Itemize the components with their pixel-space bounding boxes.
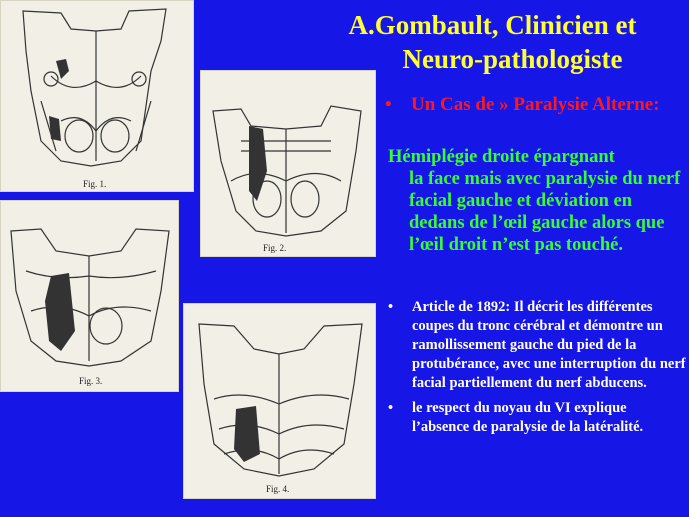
clinical-description-rest: la face mais avec paralysie du nerf facial gauche et déviation en dedans de l’œil gauche alors que l’œil droit n’est pas touché. [409,169,681,255]
title-line-2: Neuro-pathologiste [402,44,623,74]
figure-2-caption: Fig. 2. [263,243,287,253]
finding-text-2: le respect du noyau du VI explique l’absence de paralysie de la latéralité. [412,400,644,435]
figure-1-caption: Fig. 1. [83,179,107,189]
figure-1-brainstem-section [0,0,194,192]
figure-4-brainstem-section [183,303,376,499]
findings-list [387,298,687,443]
figure-2-drawing [201,71,375,256]
figure-2-brainstem-section [200,70,376,257]
finding-bullet-marker: • [388,400,394,416]
finding-item-1 [387,298,687,393]
finding-item-2 [387,399,687,437]
title-line-1: A.Gombault, Clinicien et [348,10,637,40]
finding-text-1: Article de 1892: Il décrit les différentes coupes du tronc cérébral et démontre un ramollissement gauche du pied de la protubérance, avec une interruption du nerf facial partiellement du nerf abducens. [412,299,686,391]
figure-1-drawing [1,1,193,191]
figure-3-drawing [1,201,178,391]
case-heading-text: Un Cas de » Paralysie Alterne: [411,94,660,115]
figure-4-drawing [184,304,375,498]
slide-title [300,8,685,76]
figure-3-caption: Fig. 3. [79,376,103,386]
red-bullet-marker: • [385,94,392,115]
clinical-description [388,146,686,256]
finding-bullet-marker: • [388,299,394,315]
clinical-description-first-line: Hémiplégie droite épargnant [388,147,615,167]
figure-4-caption: Fig. 4. [266,484,290,494]
figure-3-brainstem-section [0,200,179,392]
case-heading [385,93,685,116]
